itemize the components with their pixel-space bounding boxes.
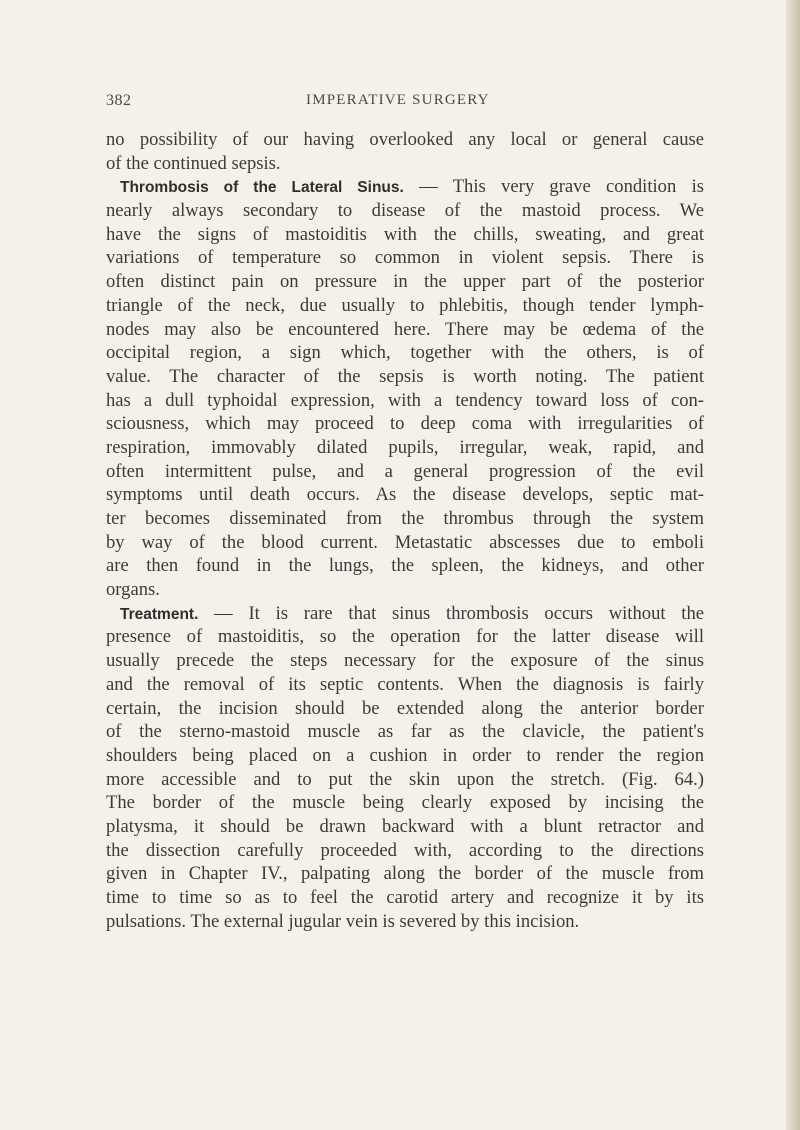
running-title: IMPERATIVE SURGERY bbox=[306, 92, 490, 108]
text-line: presence of mastoiditis, so the operation for the latter disease will bbox=[106, 626, 704, 648]
text-line: of the sterno-mastoid muscle as far as the clavicle, the patient's bbox=[106, 721, 704, 743]
text-line bbox=[106, 602, 704, 626]
text-line: of the continued sepsis. bbox=[106, 152, 281, 174]
text-line: The border of the muscle being clearly exposed by incising the bbox=[106, 792, 704, 814]
text-line: has a dull typhoidal expression, with a tendency toward loss of con- bbox=[106, 389, 704, 411]
text-line: sciousness, which may proceed to deep coma with irregularities of bbox=[106, 413, 704, 435]
section-heading: Treatment. bbox=[120, 605, 199, 623]
text-line: platysma, it should be drawn backward with a blunt retractor and bbox=[106, 815, 704, 837]
text-line: usually precede the steps necessary for the exposure of the sinus bbox=[106, 650, 704, 672]
paragraph bbox=[106, 128, 704, 175]
text-line: ter becomes disseminated from the thrombus through the system bbox=[106, 508, 704, 529]
paragraph bbox=[106, 175, 704, 601]
text-line: shoulders being placed on a cushion in order to render the region bbox=[106, 744, 704, 766]
body-text bbox=[106, 128, 704, 933]
text-line: certain, the incision should be extended along the anterior border bbox=[106, 697, 704, 719]
text-line: are then found in the lungs, the spleen, the kidneys, and other bbox=[106, 555, 704, 577]
text-line: symptoms until death occurs. As the disease develops, septic mat- bbox=[106, 484, 704, 506]
text-line: occipital region, a sign which, together with the others, is of bbox=[106, 342, 704, 364]
text-line: nearly always secondary to disease of the mastoid process. We bbox=[106, 200, 704, 222]
text-line: triangle of the neck, due usually to phlebitis, though tender lymph- bbox=[106, 294, 704, 316]
text-line: by way of the blood current. Metastatic abscesses due to emboli bbox=[106, 531, 704, 553]
page-edge bbox=[786, 0, 800, 1130]
text-line: the dissection carefully proceeded with, according to the directions bbox=[106, 839, 704, 861]
text-line: variations of temperature so common in violent sepsis. There is bbox=[106, 247, 704, 269]
text-line: pulsations. The external jugular vein is severed by this incision. bbox=[106, 910, 580, 932]
text-line: no possibility of our having overlooked any local or general cause bbox=[106, 129, 704, 150]
section-heading: Thrombosis of the Lateral Sinus. bbox=[120, 179, 404, 197]
text-line bbox=[106, 175, 704, 199]
page-header bbox=[106, 92, 706, 116]
text-line: and the removal of its septic contents. When the diagnosis is fairly bbox=[106, 673, 704, 695]
text-span: — This very grave condition is bbox=[403, 176, 704, 198]
text-line: often intermittent pulse, and a general progression of the evil bbox=[106, 460, 704, 482]
text-line: often distinct pain on pressure in the upper part of the posterior bbox=[106, 271, 704, 293]
text-line: organs. bbox=[106, 579, 160, 601]
paragraph bbox=[106, 602, 704, 934]
text-line: given in Chapter IV., palpating along the border of the muscle from bbox=[106, 863, 704, 885]
text-line: time to time so as to feel the carotid artery and recognize it by its bbox=[106, 887, 704, 908]
text-line: nodes may also be encountered here. There may be œdema of the bbox=[106, 318, 704, 340]
text-line: respiration, immovably dilated pupils, irregular, weak, rapid, and bbox=[106, 436, 704, 458]
text-span: — It is rare that sinus thrombosis occurs without the bbox=[198, 602, 704, 624]
text-line: more accessible and to put the skin upon the stretch. (Fig. 64.) bbox=[106, 768, 704, 790]
text-line: have the signs of mastoiditis with the chills, sweating, and great bbox=[106, 223, 704, 245]
text-line: value. The character of the sepsis is worth noting. The patient bbox=[106, 365, 704, 387]
page-number: 382 bbox=[106, 92, 132, 109]
